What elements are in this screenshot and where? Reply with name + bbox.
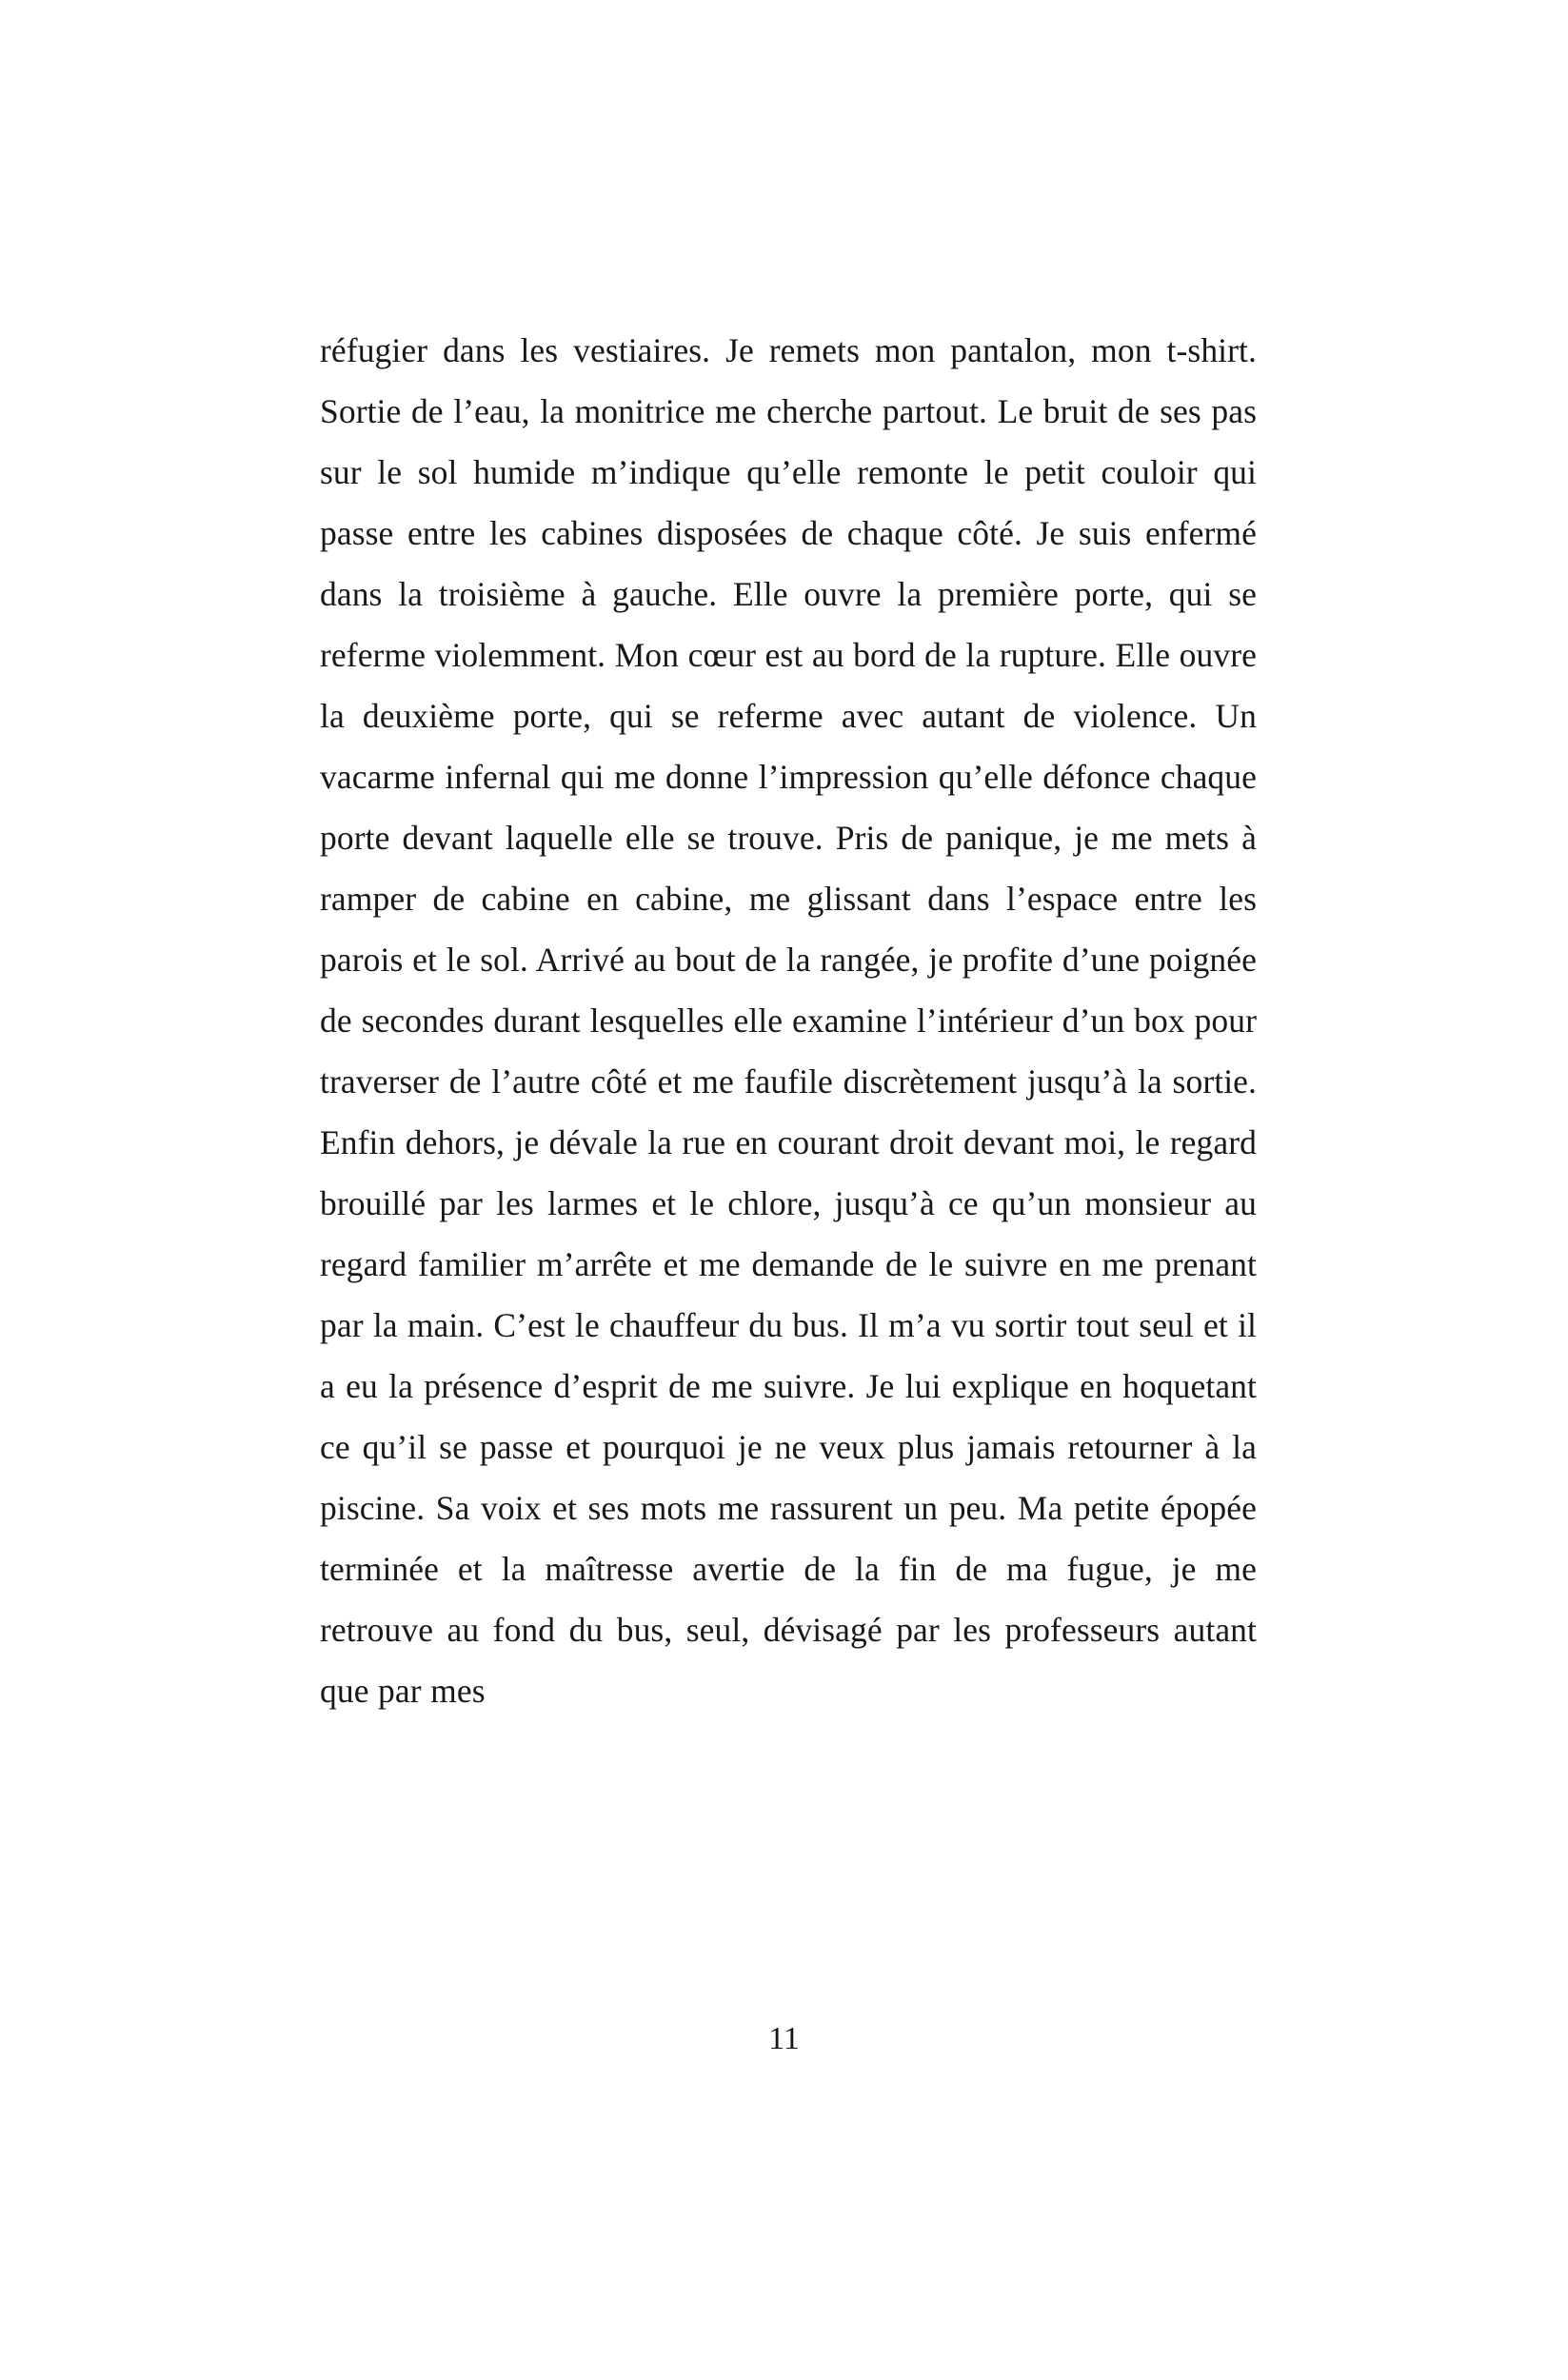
page-number: 11 <box>768 2021 800 2056</box>
body-paragraph: réfugier dans les vestiaires. Je remets mon pantalon, mon t-shirt. Sortie de l’eau, la monitrice me cherche partout. Le bruit de ses pas sur le sol humide m’indique qu’elle remonte le petit couloir qui passe entre les cabines disposées de chaque côté. Je suis enfermé dans la troisième à gauche. Elle ouvre la première porte, qui se referme violemment. Mon cœur est au bord de la rupture. Elle ouvre la deuxième porte, qui se referme avec autant de violence. Un vacarme infernal qui me donne l’impression qu’elle défonce chaque porte devant laquelle elle se trouve. Pris de panique, je me mets à ramper de cabine en cabine, me glissant dans l’espace entre les parois et le sol. Arrivé au bout de la rangée, je profite d’une poignée de secondes durant lesquelles elle examine l’intérieur d’un box pour traverser de l’autre côté et me faufile discrètement jusqu’à la sortie. Enfin dehors, je dévale la rue en courant droit devant moi, le regard brouillé par les larmes et le chlore, jusqu’à ce qu’un monsieur au regard familier m’arrête et me demande de le suivre en me prenant par la main. C’est le chauffeur du bus. Il m’a vu sortir tout seul et il a eu la présence d’esprit de me suivre. Je lui explique en hoquetant ce qu’il se passe et pourquoi je ne veux plus jamais retourner à la piscine. Sa voix et ses mots me rassurent un peu. Ma petite épopée terminée et la maîtresse avertie de la fin de ma fugue, je me retrouve au fond du bus, seul, dévisagé par les professeurs autant que par mes <box>320 331 1257 1710</box>
body-text-block <box>320 320 1257 1721</box>
